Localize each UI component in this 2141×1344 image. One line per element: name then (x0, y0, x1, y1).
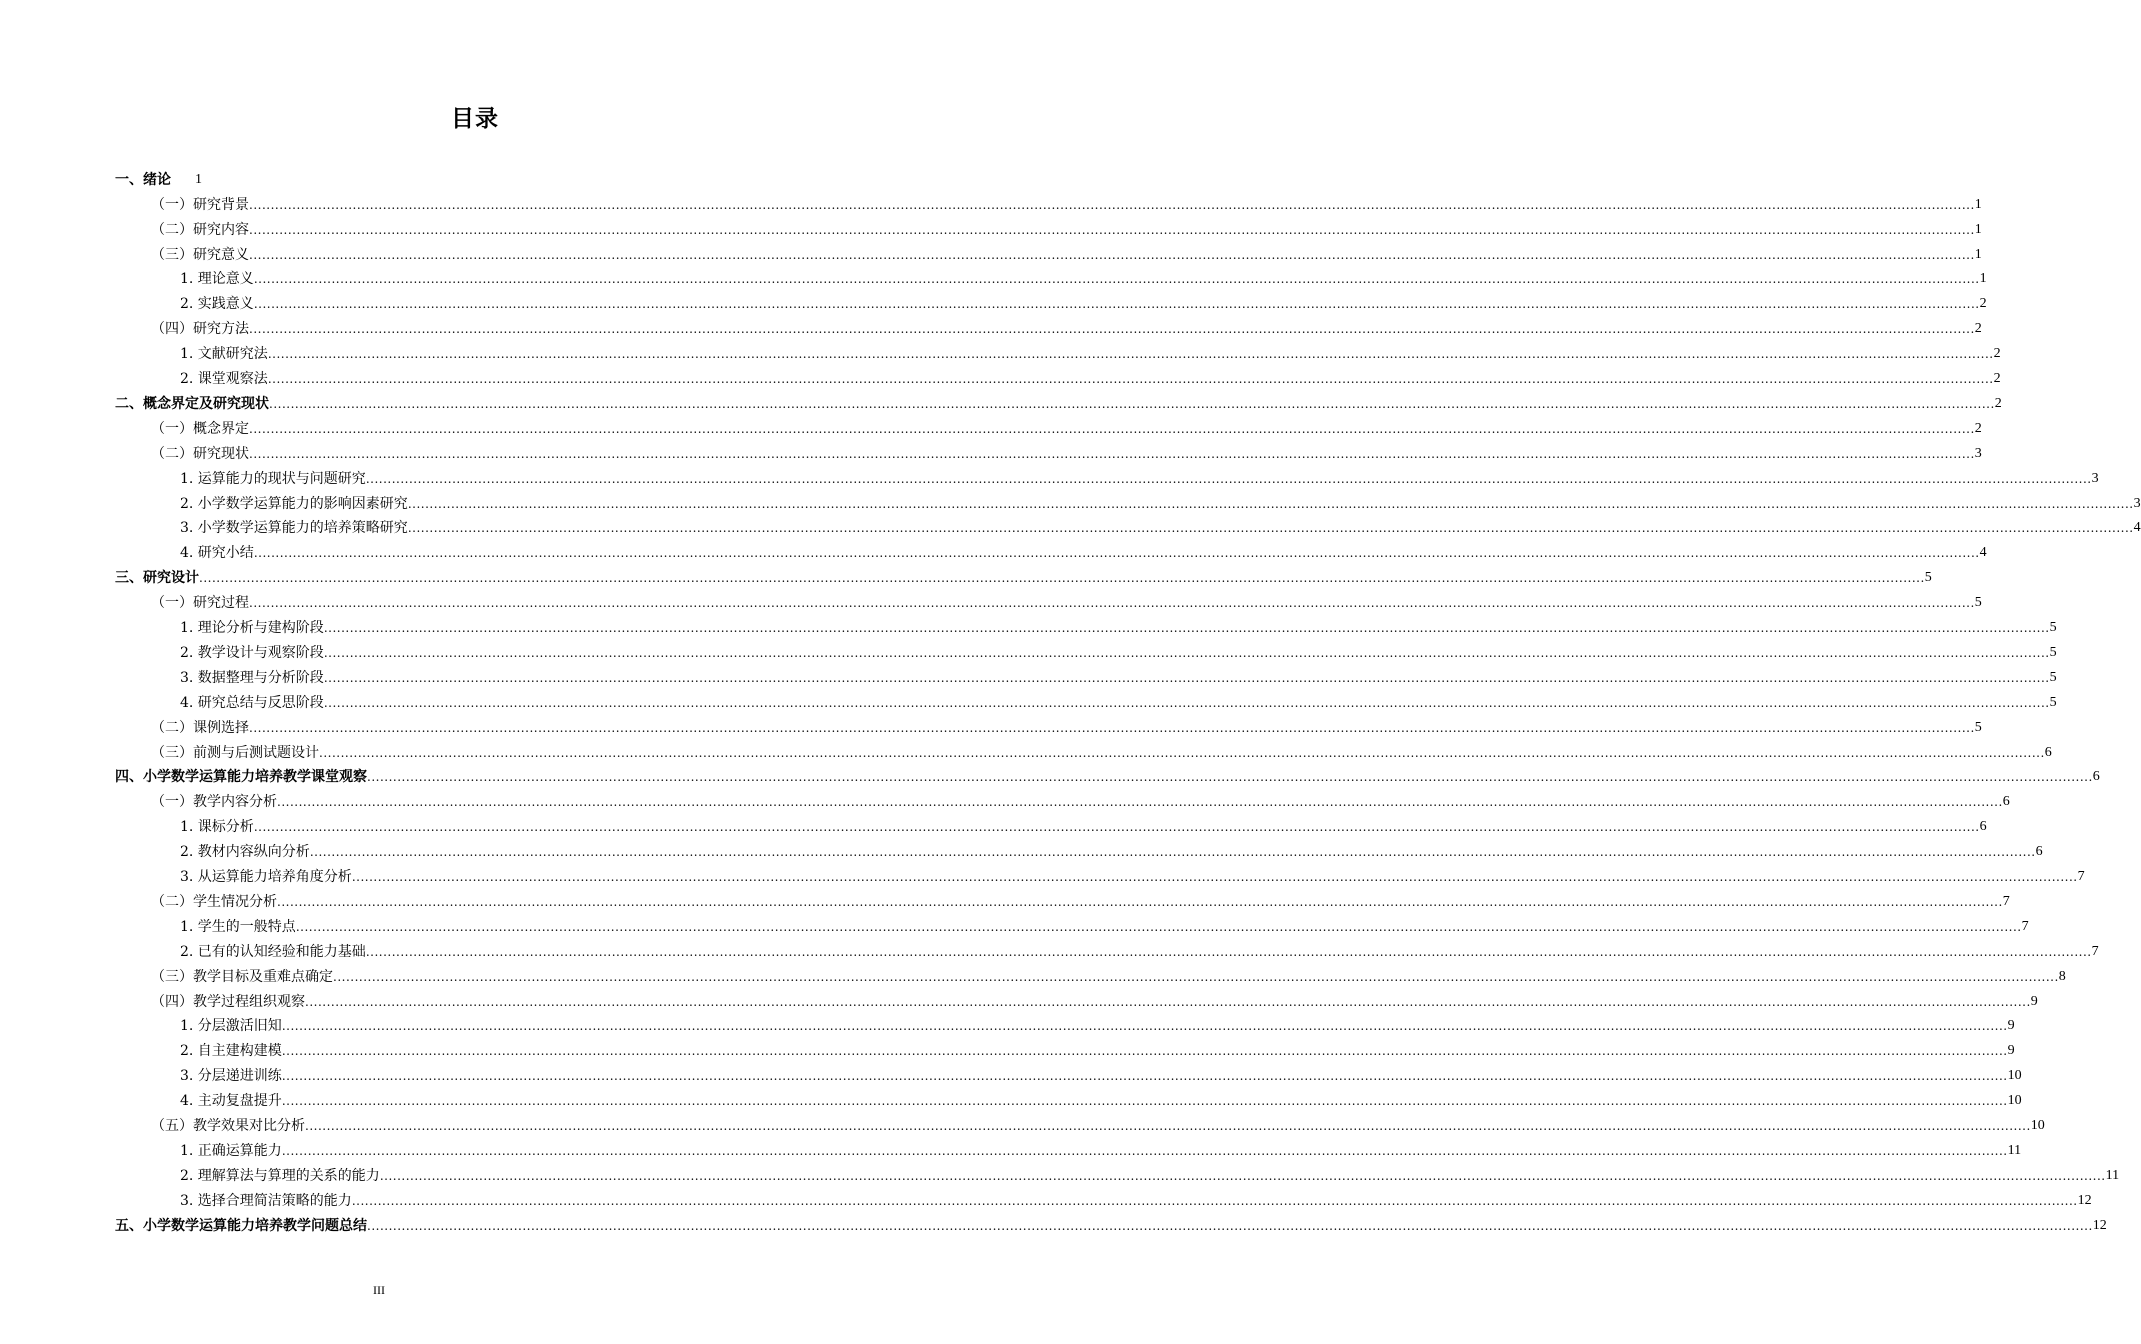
toc-entry-page: 11 (2105, 1167, 2120, 1183)
dot-leader: ................................................................................................................................................................................................................................................................................................................................................................................................................ (281, 1143, 2008, 1158)
toc-entry[interactable] (151, 714, 1982, 739)
toc-entry-page: 5 (2049, 669, 2057, 685)
toc-entry-label: 三、研究设计 (115, 570, 199, 587)
toc-entry-page: 9 (2007, 1018, 2015, 1034)
toc-entry-page: 2 (1979, 296, 1987, 312)
toc-entry[interactable] (180, 515, 2141, 540)
toc-entry-page: 5 (2049, 644, 2057, 660)
dot-leader: ................................................................................................................................................................................................................................................................................................................................................................................................................ (249, 197, 1975, 212)
dot-leader: ................................................................................................................................................................................................................................................................................................................................................................................................................ (365, 944, 2092, 959)
dot-leader: ................................................................................................................................................................................................................................................................................................................................................................................................................ (277, 894, 2003, 909)
toc-entry-page: 1 (1974, 221, 1982, 237)
dot-leader: ................................................................................................................................................................................................................................................................................................................................................................................................................ (249, 247, 1975, 262)
toc-entry-label: 2. 教材内容纵向分析 (180, 844, 310, 861)
toc-entry-page: 9 (2007, 1043, 2015, 1059)
toc-entry-label: （一）研究过程 (151, 595, 249, 612)
dot-leader: ................................................................................................................................................................................................................................................................................................................................................................................................................ (253, 297, 1980, 312)
toc-entry-label: （三）前测与后测试题设计 (151, 744, 319, 761)
toc-entry-page: 7 (2091, 943, 2099, 959)
dot-leader: ................................................................................................................................................................................................................................................................................................................................................................................................................ (249, 421, 1975, 436)
dot-leader: ................................................................................................................................................................................................................................................................................................................................................................................................................ (323, 645, 2050, 660)
toc-entry-label: （三）教学目标及重难点确定 (151, 968, 333, 985)
toc-entry[interactable] (151, 963, 2066, 988)
toc-entry[interactable] (115, 1212, 2107, 1237)
toc-entry-label: 一、绪论 (115, 171, 171, 188)
toc-entry-label: 二、概念界定及研究现状 (115, 395, 269, 412)
toc-entry[interactable] (180, 340, 2001, 365)
dot-leader: ................................................................................................................................................................................................................................................................................................................................................................................................................ (379, 1168, 2106, 1183)
toc-entry-label: 3. 分层递进训练 (180, 1068, 282, 1085)
toc-entry-label: 2. 小学数学运算能力的影响因素研究 (180, 495, 408, 512)
toc-entry[interactable] (180, 1162, 2120, 1187)
dot-leader: ................................................................................................................................................................................................................................................................................................................................................................................................................ (281, 1094, 2008, 1109)
toc-entry-label: （一）研究背景 (151, 196, 249, 213)
toc-entry-label: 1. 理论意义 (180, 271, 254, 288)
toc-entry-page: 1 (195, 171, 202, 187)
toc-entry[interactable] (180, 1038, 2015, 1063)
toc-entry-page: 3 (2091, 470, 2099, 486)
toc-entry-page: 4 (1979, 545, 1987, 561)
toc-entry-label: 3. 小学数学运算能力的培养策略研究 (180, 520, 408, 537)
toc-entry[interactable] (151, 739, 2052, 764)
dot-leader: ................................................................................................................................................................................................................................................................................................................................................................................................................ (305, 1119, 2031, 1134)
toc-entry-label: 3. 选择合理简洁策略的能力 (180, 1192, 352, 1209)
dot-leader: ................................................................................................................................................................................................................................................................................................................................................................................................................ (309, 845, 2036, 860)
toc-entry-label: 3. 数据整理与分析阶段 (180, 669, 324, 686)
toc-entry-label: 1. 运算能力的现状与问题研究 (180, 470, 366, 487)
dot-leader: ................................................................................................................................................................................................................................................................................................................................................................................................................ (407, 521, 2134, 536)
toc-entry-page: 12 (2092, 1217, 2107, 1233)
toc-entry[interactable] (151, 241, 1982, 266)
toc-entry-label: 2. 已有的认知经验和能力基础 (180, 943, 366, 960)
toc-entry-page: 6 (2044, 744, 2052, 760)
dot-leader: ................................................................................................................................................................................................................................................................................................................................................................................................................ (323, 695, 2050, 710)
toc-entry-page: 4 (2133, 520, 2141, 536)
toc-entry[interactable] (180, 639, 2057, 664)
dot-leader: ................................................................................................................................................................................................................................................................................................................................................................................................................ (407, 496, 2134, 511)
toc-entry-page: 8 (2058, 968, 2066, 984)
toc-entry[interactable] (180, 266, 1987, 291)
toc-entry-label: （一）教学内容分析 (151, 794, 277, 811)
toc-entry-page: 1 (1979, 271, 1987, 287)
toc-entry-label: （五）教学效果对比分析 (151, 1118, 305, 1135)
toc-entry-page: 12 (2077, 1192, 2092, 1208)
toc-entry[interactable] (151, 440, 1982, 465)
toc-entry[interactable] (180, 465, 2099, 490)
dot-leader: ................................................................................................................................................................................................................................................................................................................................................................................................................ (367, 770, 2093, 785)
dot-leader: ................................................................................................................................................................................................................................................................................................................................................................................................................ (351, 1193, 2078, 1208)
dot-leader: ................................................................................................................................................................................................................................................................................................................................................................................................................ (305, 994, 2031, 1009)
dot-leader: ................................................................................................................................................................................................................................................................................................................................................................................................................ (253, 272, 1980, 287)
toc-entry[interactable] (115, 166, 860, 191)
toc-entry[interactable] (115, 764, 2100, 789)
toc-entry[interactable] (180, 1187, 2092, 1212)
toc-entry-page: 2 (1974, 420, 1982, 436)
toc-entry-page: 1 (1974, 246, 1982, 262)
toc-entry[interactable] (151, 789, 2010, 814)
toc-entry[interactable] (151, 315, 1982, 340)
toc-entry[interactable] (180, 490, 2141, 515)
toc-entry[interactable] (151, 191, 1982, 216)
toc-entry[interactable] (180, 1013, 2015, 1038)
toc-entry-page: 5 (2049, 620, 2057, 636)
toc-entry-label: 1. 分层激活旧知 (180, 1018, 282, 1035)
toc-entry[interactable] (115, 390, 2002, 415)
dot-leader: ................................................................................................................................................................................................................................................................................................................................................................................................................ (281, 1019, 2008, 1034)
dot-leader: ................................................................................................................................................................................................................................................................................................................................................................................................................ (367, 1218, 2093, 1233)
toc-entry-label: 1. 正确运算能力 (180, 1142, 282, 1159)
toc-entry-label: 3. 从运算能力培养角度分析 (180, 869, 352, 886)
toc-entry-label: （二）学生情况分析 (151, 893, 277, 910)
dot-leader: ................................................................................................................................................................................................................................................................................................................................................................................................................ (249, 446, 1975, 461)
toc-entry-page: 10 (2007, 1068, 2022, 1084)
dot-leader: ................................................................................................................................................................................................................................................................................................................................................................................................................ (277, 795, 2003, 810)
toc-entry-label: 4. 研究总结与反思阶段 (180, 694, 324, 711)
dot-leader: ................................................................................................................................................................................................................................................................................................................................................................................................................ (199, 571, 1925, 586)
toc-entry[interactable] (180, 1087, 2022, 1112)
dot-leader: ................................................................................................................................................................................................................................................................................................................................................................................................................ (295, 919, 2022, 934)
toc-entry-page: 5 (2049, 694, 2057, 710)
toc-entry[interactable] (151, 589, 1982, 614)
toc-entry[interactable] (151, 888, 2010, 913)
toc-entry-label: （二）课例选择 (151, 719, 249, 736)
toc-entry-label: 1. 文献研究法 (180, 346, 268, 363)
toc-entry-page: 2 (1993, 371, 2001, 387)
dot-leader: ................................................................................................................................................................................................................................................................................................................................................................................................................ (281, 1069, 2008, 1084)
dot-leader: ................................................................................................................................................................................................................................................................................................................................................................................................................ (267, 372, 1994, 387)
dot-leader: ................................................................................................................................................................................................................................................................................................................................................................................................................ (269, 396, 1995, 411)
dot-leader: ................................................................................................................................................................................................................................................................................................................................................................................................................ (267, 347, 1994, 362)
toc-entry-page: 10 (2007, 1093, 2022, 1109)
toc-entry-label: （一）概念界定 (151, 420, 249, 437)
toc-entry-page: 7 (2002, 893, 2010, 909)
toc-entry[interactable] (180, 291, 1987, 316)
toc-entry-page: 6 (2092, 769, 2100, 785)
toc-entry[interactable] (151, 216, 1982, 241)
toc-entry-page: 6 (2002, 794, 2010, 810)
toc-entry-page: 11 (2007, 1142, 2022, 1158)
toc-entry-page: 6 (1979, 819, 1987, 835)
toc-entry-label: （二）研究现状 (151, 445, 249, 462)
toc-entry-page: 1 (1974, 196, 1982, 212)
dot-leader: ................................................................................................................................................................................................................................................................................................................................................................................................................ (323, 621, 2050, 636)
dot-leader: ................................................................................................................................................................................................................................................................................................................................................................................................................ (249, 222, 1975, 237)
page-number: III (373, 1283, 385, 1297)
toc-entry[interactable] (151, 1112, 2045, 1137)
toc-entry-label: 2. 自主建构建模 (180, 1043, 282, 1060)
toc-entry-label: 2. 实践意义 (180, 296, 254, 313)
toc-entry-page: 2 (1993, 346, 2001, 362)
toc-entry-page: 7 (2077, 869, 2085, 885)
dot-leader: ................................................................................................................................................................................................................................................................................................................................................................................................................ (333, 969, 2059, 984)
toc-entry-page: 5 (1974, 719, 1982, 735)
dot-leader: ................................................................................................................................................................................................................................................................................................................................................................................................................ (323, 670, 2050, 685)
toc-entry-label: 4. 研究小结 (180, 545, 254, 562)
toc-entry[interactable] (151, 415, 1982, 440)
toc-entry-page: 3 (2133, 495, 2141, 511)
toc-entry-page: 9 (2030, 993, 2038, 1009)
toc-entry[interactable] (151, 988, 2038, 1013)
toc-entry-label: （四）教学过程组织观察 (151, 993, 305, 1010)
dot-leader: ................................................................................................................................................................................................................................................................................................................................................................................................................ (253, 546, 1980, 561)
dot-leader: ................................................................................................................................................................................................................................................................................................................................................................................................................ (365, 471, 2092, 486)
dot-leader: ................................................................................................................................................................................................................................................................................................................................................................................................................ (249, 596, 1975, 611)
dot-leader: ................................................................................................................................................................................................................................................................................................................................................................................................................ (249, 720, 1975, 735)
toc-entry[interactable] (180, 1137, 2022, 1162)
toc-entry-label: 4. 主动复盘提升 (180, 1093, 282, 1110)
dot-leader: ................................................................................................................................................................................................................................................................................................................................................................................................................ (253, 820, 1980, 835)
toc-entry[interactable] (180, 913, 2029, 938)
toc-entry-label: 五、小学数学运算能力培养教学问题总结 (115, 1217, 367, 1234)
toc-entry[interactable] (180, 365, 2001, 390)
toc-entry[interactable] (180, 540, 1987, 565)
toc-entry-label: 2. 教学设计与观察阶段 (180, 644, 324, 661)
toc-entry-page: 5 (1924, 570, 1932, 586)
toc-entry[interactable] (180, 838, 2043, 863)
toc-entry-page: 2 (1974, 321, 1982, 337)
toc-entry-label: （二）研究内容 (151, 221, 249, 238)
toc-entry-label: 2. 理解算法与算理的关系的能力 (180, 1167, 380, 1184)
toc-entry[interactable] (115, 564, 1932, 589)
toc-entry-page: 5 (1974, 595, 1982, 611)
toc-entry-label: 1. 理论分析与建构阶段 (180, 620, 324, 637)
toc-entry-page: 2 (1994, 395, 2002, 411)
toc-entry-label: 2. 课堂观察法 (180, 371, 268, 388)
toc-entry-page: 6 (2035, 844, 2043, 860)
toc-entry[interactable] (180, 938, 2099, 963)
dot-leader: ................................................................................................................................................................................................................................................................................................................................................................................................................ (351, 870, 2078, 885)
toc-entry[interactable] (180, 664, 2057, 689)
toc-entry[interactable] (180, 614, 2057, 639)
toc-title: 目录 (451, 106, 499, 132)
toc-entry[interactable] (180, 813, 1987, 838)
toc-entry-page: 7 (2021, 918, 2029, 934)
dot-leader: ................................................................................................................................................................................................................................................................................................................................................................................................................ (281, 1044, 2008, 1059)
toc-entry[interactable] (180, 863, 2085, 888)
toc-entry-label: 1. 学生的一般特点 (180, 918, 296, 935)
toc-entry-label: 1. 课标分析 (180, 819, 254, 836)
dot-leader: ................................................................................................................................................................................................................................................................................................................................................................................................................ (249, 322, 1975, 337)
toc-entry[interactable] (180, 1062, 2022, 1087)
toc-entry-page: 10 (2030, 1118, 2045, 1134)
toc-entry-label: 四、小学数学运算能力培养教学课堂观察 (115, 769, 367, 786)
toc-entry-label: （四）研究方法 (151, 321, 249, 338)
toc-entry[interactable] (180, 689, 2057, 714)
toc-entry-page: 3 (1974, 445, 1982, 461)
toc-entry-label: （三）研究意义 (151, 246, 249, 263)
dot-leader: ................................................................................................................................................................................................................................................................................................................................................................................................................ (319, 745, 2045, 760)
